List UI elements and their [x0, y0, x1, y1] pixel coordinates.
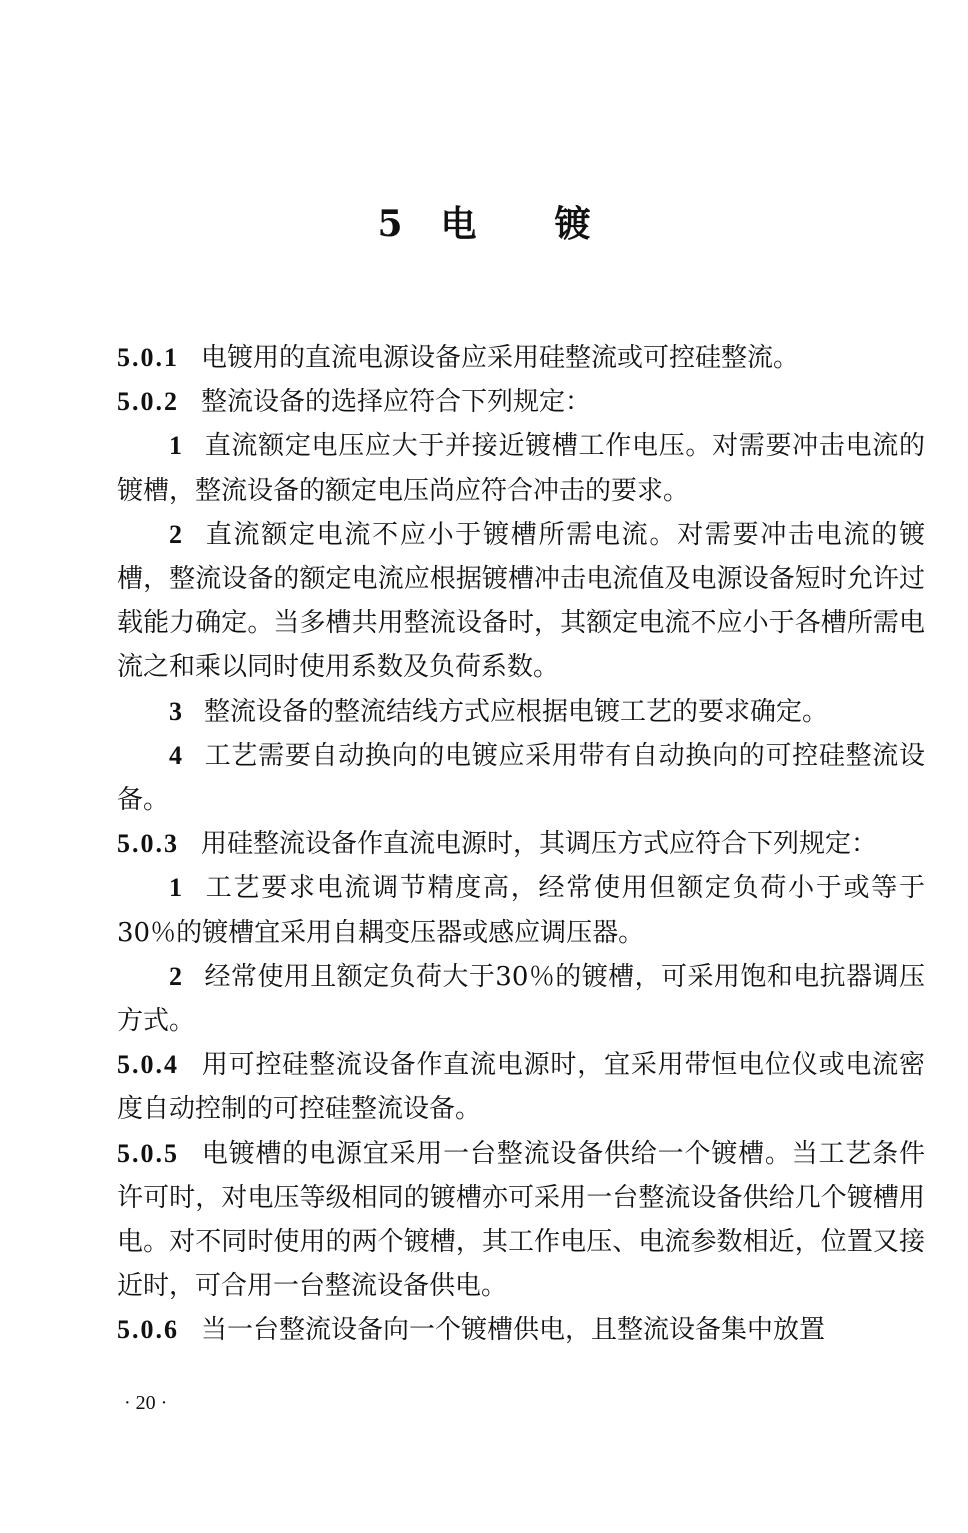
- clause-text: 整流设备的选择应符合下列规定：: [201, 387, 592, 418]
- item-5-0-3-1: [117, 866, 925, 954]
- item-number: 1: [169, 873, 182, 903]
- clause-text: 当一台整流设备向一个镀槽供电，且整流设备集中放置: [201, 1315, 826, 1346]
- item-5-0-2-4: [117, 734, 925, 822]
- body-text: [117, 336, 925, 1353]
- clause-number: 5.0.4: [117, 1050, 179, 1080]
- clause-5-0-3: [117, 822, 925, 866]
- clause-text: 用可控硅整流设备作直流电源时，宜采用带恒电位仪或电流密度自动控制的可控硅整流设备。: [117, 1050, 925, 1125]
- item-5-0-2-2: [117, 513, 925, 690]
- clause-5-0-5: [117, 1132, 925, 1309]
- clause-text: 用硅整流设备作直流电源时，其调压方式应符合下列规定：: [201, 829, 878, 860]
- item-text: 经常使用且额定负荷大于30％的镀槽，可采用饱和电抗器调压方式。: [117, 961, 925, 1037]
- clause-5-0-1: [117, 336, 925, 380]
- item-text: 工艺需要自动换向的电镀应采用带有自动换向的可控硅整流设备。: [117, 740, 925, 816]
- clause-number: 5.0.3: [117, 829, 179, 859]
- clause-5-0-4: [117, 1043, 925, 1131]
- clause-number: 5.0.1: [117, 343, 179, 372]
- clause-number: 5.0.6: [117, 1315, 179, 1345]
- page-number: · 20 ·: [124, 1392, 168, 1414]
- item-number: 2: [169, 961, 182, 991]
- chapter-title-char-1: 电: [440, 203, 477, 245]
- item-text: 直流额定电压应大于并接近镀槽工作电压。对需要冲击电流的镀槽，整流设备的额定电压尚应符合冲击的要求。: [117, 431, 925, 506]
- item-number: 1: [169, 431, 182, 461]
- item-number: 4: [169, 740, 182, 770]
- clause-number: 5.0.2: [117, 387, 179, 417]
- clause-text: 电镀槽的电源宜采用一台整流设备供给一个镀槽。当工艺条件许可时，对电压等级相同的镀槽亦可采用一台整流设备供给几个镀槽用电。对不同时使用的两个镀槽，其工作电压、电流参数相近，位置又接近时，可合用一台整流设备供电。: [117, 1138, 925, 1302]
- item-text: 整流设备的整流结线方式应根据电镀工艺的要求确定。: [204, 696, 829, 727]
- item-number: 3: [169, 696, 182, 726]
- item-text: 直流额定电流不应小于镀槽所需电流。对需要冲击电流的镀槽，整流设备的额定电流应根据镀槽冲击电流值及电源设备短时允许过载能力确定。当多槽共用整流设备时，其额定电流不应小于各槽所需电流之和乘以同时使用系数及负荷系数。: [117, 519, 925, 683]
- chapter-number: 5: [377, 203, 403, 245]
- chapter-title-char-2: 镀: [554, 203, 591, 245]
- item-5-0-2-3: [117, 690, 925, 734]
- clause-5-0-6: [117, 1308, 925, 1352]
- item-5-0-3-2: [117, 955, 925, 1043]
- clause-number: 5.0.5: [117, 1138, 179, 1168]
- item-text: 工艺要求电流调节精度高，经常使用但额定负荷小于或等于30％的镀槽宜采用自耦变压器或感应调压器。: [117, 873, 925, 948]
- chapter-title: [0, 196, 968, 247]
- clause-text: 电镀用的直流电源设备应采用硅整流或可控硅整流。: [201, 343, 800, 373]
- clause-5-0-2: [117, 380, 925, 424]
- item-number: 2: [169, 519, 182, 549]
- item-5-0-2-1: [117, 424, 925, 512]
